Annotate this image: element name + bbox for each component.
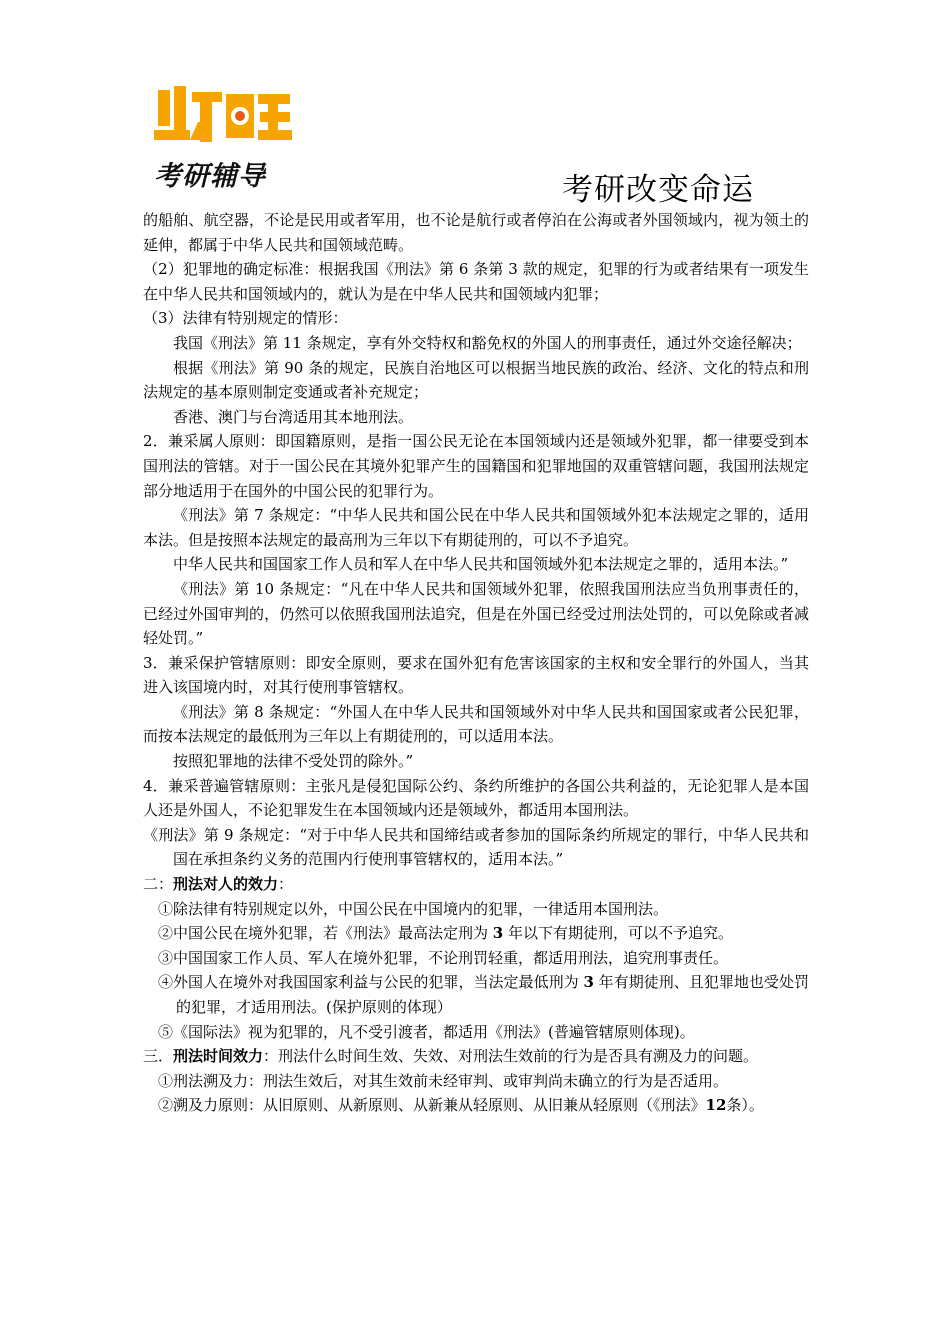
paragraph: 2．兼采属人原则：即国籍原则，是指一国公民无论在本国领域内还是领域外犯罪，都一律要受到本国刑法的管辖。对于一国公民在其境外犯罪产生的国籍国和犯罪地国的双重管辖问题，我国刑法规定部分地适用于在国外的中国公民的犯罪行为。 xyxy=(143,432,809,500)
list-item-text: 年以下有期徒刑，可以不予追究。 xyxy=(508,924,734,943)
slogan: 考研改变命运 xyxy=(562,172,754,208)
list-item: ①除法律有特别规定以外，中国公民在中国境内的犯罪，一律适用本国刑法。 xyxy=(158,899,669,918)
list-item: ①刑法溯及力：刑法生效后，对其生效前未经审判、或审判尚未确立的行为是否适用。 xyxy=(158,1071,729,1090)
paragraph: 我国《刑法》第 11 条规定，享有外交特权和豁免权的外国人的刑事责任，通过外交途径解决； xyxy=(173,333,802,352)
list-item-number: 12 xyxy=(705,1096,727,1115)
list-item-text: ②溯及力原则：从旧原则、从新原则、从新兼从轻原则、从旧兼从轻原则（《刑法》 xyxy=(158,1096,706,1115)
section-3-prefix: 三． xyxy=(143,1047,174,1066)
paragraph: 按照犯罪地的法律不受处罚的除外。” xyxy=(173,752,414,771)
paragraph: 《刑法》第 8 条规定：“外国人在中华人民共和国领域外对中华人民共和国国家或者公民犯罪，而按本法规定的最低刑为三年以上有期徒刑的，可以适用本法。 xyxy=(143,702,809,746)
paragraph: 《刑法》第 7 条规定：“中华人民共和国公民在中华人民共和国领域外犯本法规定之罪的，适用本法。但是按照本法规定的最高刑为三年以下有期徒刑的，可以不予追究。 xyxy=(143,506,809,549)
list-item-number: 3 xyxy=(492,924,504,943)
list-item-number: 3 xyxy=(583,973,594,992)
section-3-heading xyxy=(143,1044,809,1069)
list-item-text: ②中国公民在境外犯罪，若《刑法》最高法定刑为 xyxy=(158,924,489,943)
list-item-text: 年有期徒刑、且犯罪地也受处罚的犯罪，才适用刑法。(保护原则的体现） xyxy=(176,973,809,1016)
paragraph: 根据《刑法》第 90 条的规定，民族自治地区可以根据当地民族的政治、经济、文化的特点和刑法规定的基本原则制定变通或者补充规定； xyxy=(143,358,809,402)
list-item xyxy=(143,921,809,946)
document-body xyxy=(143,208,809,1118)
section-2-heading xyxy=(143,872,809,897)
kaicheng-logo xyxy=(150,82,300,192)
list-item-text: ④外国人在境外对我国国家利益与公民的犯罪，当法定最低刑为 xyxy=(158,973,579,992)
section-2-suffix: ： xyxy=(278,875,294,894)
paragraph: 4．兼采普遍管辖原则：主张凡是侵犯国际公约、条约所维护的各国公共利益的，无论犯罪人是本国人还是外国人，不论犯罪发生在本国领域内还是领域外，都适用本国刑法。 xyxy=(143,776,809,820)
list-item xyxy=(143,970,809,1019)
logo-subtitle: 考研辅导 xyxy=(154,161,266,192)
list-item xyxy=(143,1093,809,1118)
section-3-rest: ：刑法什么时间生效、失效、对刑法生效前的行为是否具有溯及力的问题。 xyxy=(263,1047,759,1066)
paragraph: （3）法律有特别规定的情形： xyxy=(143,309,348,328)
paragraph: 的船舶、航空器，不论是民用或者军用，也不论是航行或者停泊在公海或者外国领域内，视为领土的延伸，都属于中华人民共和国领域范畴。 xyxy=(143,211,809,254)
paragraph: （2）犯罪地的确定标准：根据我国《刑法》第 6 条第 3 款的规定，犯罪的行为或者结果有一项发生在中华人民共和国领域内的，就认为是在中华人民共和国领域内犯罪； xyxy=(143,260,809,303)
section-3-title: 刑法时间效力 xyxy=(173,1047,264,1066)
paragraph: 香港、澳门与台湾适用其本地刑法。 xyxy=(173,407,414,426)
paragraph: 中华人民共和国国家工作人员和军人在中华人民共和国领域外犯本法规定之罪的，适用本法。” xyxy=(173,555,789,574)
paragraph: 3．兼采保护管辖原则：即安全原则，要求在国外犯有危害该国家的主权和安全罪行的外国人，当其进入该国境内时，对其行使刑事管辖权。 xyxy=(143,653,809,697)
section-2-prefix: 二： xyxy=(143,875,174,894)
list-item-text: 条）。 xyxy=(726,1096,764,1115)
list-item: ⑤《国际法》视为犯罪的，凡不受引渡者，都适用《刑法》(普遍管辖原则体现)。 xyxy=(158,1022,695,1041)
list-item: ③中国国家工作人员、军人在境外犯罪，不论刑罚轻重，都适用刑法，追究刑事责任。 xyxy=(158,948,729,967)
section-2-title: 刑法对人的效力 xyxy=(173,875,279,894)
paragraph: 《刑法》第 9 条规定：“对于中华人民共和国缔结或者参加的国际条约所规定的罪行，中华人民共和国在承担条约义务的范围内行使刑事管辖权的，适用本法。” xyxy=(143,825,809,869)
paragraph: 《刑法》第 10 条规定：“凡在中华人民共和国领域外犯罪，依照我国刑法应当负刑事责任的，已经过外国审判的，仍然可以依照我国刑法追究，但是在外国已经受过刑法处罚的，可以免除或者减轻处罚。” xyxy=(143,579,809,648)
